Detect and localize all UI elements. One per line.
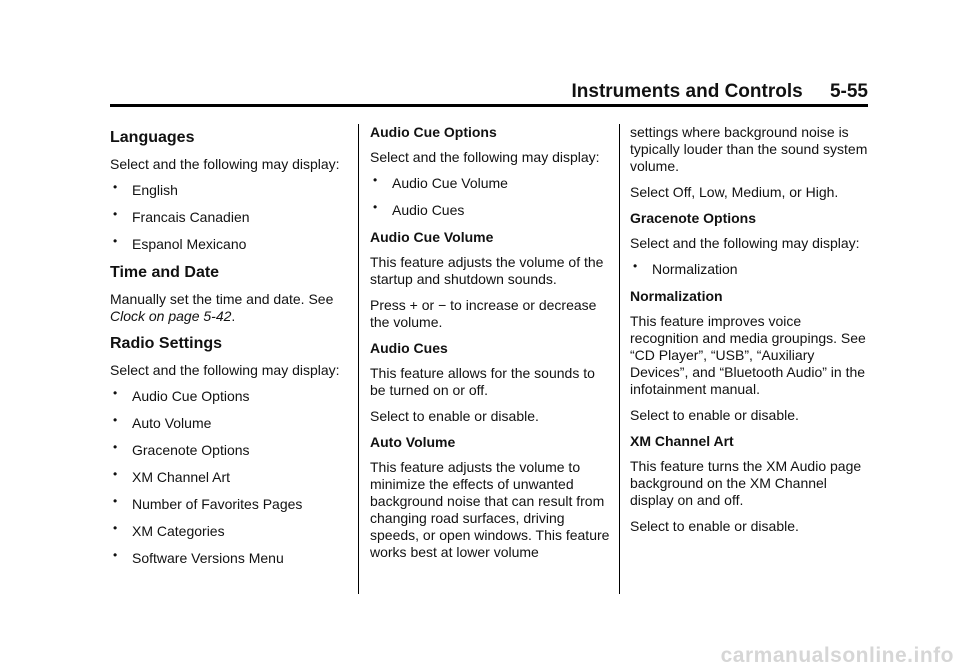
list-item: • Auto Volume xyxy=(113,413,212,431)
bullet-icon: • xyxy=(113,207,118,221)
bullet-icon: • xyxy=(373,173,378,187)
list-item: • XM Channel Art xyxy=(113,467,231,485)
xm-channel-art-select: Select to enable or disable. xyxy=(630,518,799,534)
auto-volume-heading: Auto Volume xyxy=(370,434,456,450)
list-item: • XM Categories xyxy=(113,521,225,539)
gracenote-heading: Gracenote Options xyxy=(630,210,757,226)
watermark: carmanualsonline.info xyxy=(720,644,954,667)
clock-page-link[interactable]: Clock on page 5-42 xyxy=(110,308,232,324)
audio-cue-volume-text: This feature adjusts the volume of the startup and shutdown sounds. xyxy=(370,254,604,287)
list-item: • English xyxy=(113,180,178,198)
audio-cue-list xyxy=(370,175,610,219)
radio-settings-heading: Radio Settings xyxy=(110,335,223,352)
bullet-icon: • xyxy=(113,180,118,194)
audio-cue-volume-press: Press + or − to increase or decrease the volume. xyxy=(370,297,597,330)
audio-cues-heading: Audio Cues xyxy=(370,340,448,356)
list-item: • Number of Favorites Pages xyxy=(113,494,303,512)
time-date-text: Manually set the time and date. See Clock on page 5-42. xyxy=(110,291,334,324)
languages-intro: Select and the following may display: xyxy=(110,156,340,172)
list-item: • Software Versions Menu xyxy=(113,548,284,566)
column-divider-2 xyxy=(619,124,620,594)
bullet-icon: • xyxy=(113,413,118,427)
radio-settings-list xyxy=(110,388,350,567)
xm-channel-art-heading: XM Channel Art xyxy=(630,433,734,449)
normalization-heading: Normalization xyxy=(630,288,723,304)
list-item: • Audio Cues xyxy=(373,200,465,218)
bullet-icon: • xyxy=(113,386,118,400)
bullet-icon: • xyxy=(113,234,118,248)
audio-cue-options-intro: Select and the following may display: xyxy=(370,149,600,165)
list-item: • Francais Canadien xyxy=(113,207,250,225)
auto-volume-continued: settings where background noise is typically louder than the sound system volume. xyxy=(630,124,868,174)
column-1 xyxy=(110,124,350,577)
bullet-icon: • xyxy=(113,494,118,508)
column-divider-1 xyxy=(358,124,359,594)
auto-volume-text: This feature adjusts the volume to minimize the effects of unwanted background noise that can result from changing road surfaces, driving speeds, or open windows. This feature works best at lower volume xyxy=(370,459,610,560)
gracenote-intro: Select and the following may display: xyxy=(630,235,860,251)
bullet-icon: • xyxy=(113,548,118,562)
column-3 xyxy=(630,124,870,544)
header-rule xyxy=(110,104,868,107)
list-item: • Espanol Mexicano xyxy=(113,234,247,252)
normalization-text: This feature improves voice recognition and media groupings. See “CD Player”, “USB”, “Auxiliary Devices”, and “Bluetooth Audio” in the infotainment manual. xyxy=(630,313,866,397)
bullet-icon: • xyxy=(373,200,378,214)
list-item: • Gracenote Options xyxy=(113,440,250,458)
auto-volume-select: Select Off, Low, Medium, or High. xyxy=(630,184,839,200)
xm-channel-art-text: This feature turns the XM Audio page background on the XM Channel display on and off. xyxy=(630,458,862,508)
audio-cues-text: This feature allows for the sounds to be turned on or off. xyxy=(370,365,595,398)
column-2 xyxy=(370,124,610,570)
list-item: • Normalization xyxy=(633,259,738,277)
list-item: • Audio Cue Options xyxy=(113,386,250,404)
audio-cue-options-heading: Audio Cue Options xyxy=(370,124,497,140)
page-header xyxy=(110,80,868,104)
header-title: Instruments and Controls xyxy=(571,81,803,102)
bullet-icon: • xyxy=(633,259,638,273)
time-date-heading: Time and Date xyxy=(110,264,220,281)
audio-cues-select: Select to enable or disable. xyxy=(370,408,539,424)
bullet-icon: • xyxy=(113,521,118,535)
audio-cue-volume-heading: Audio Cue Volume xyxy=(370,229,494,245)
languages-list xyxy=(110,182,350,253)
bullet-icon: • xyxy=(113,440,118,454)
normalization-select: Select to enable or disable. xyxy=(630,407,799,423)
page-number: 5-55 xyxy=(829,81,868,102)
radio-settings-intro: Select and the following may display: xyxy=(110,362,340,378)
list-item: • Audio Cue Volume xyxy=(373,173,508,191)
bullet-icon: • xyxy=(113,467,118,481)
languages-heading: Languages xyxy=(110,129,195,146)
gracenote-list xyxy=(630,261,870,278)
